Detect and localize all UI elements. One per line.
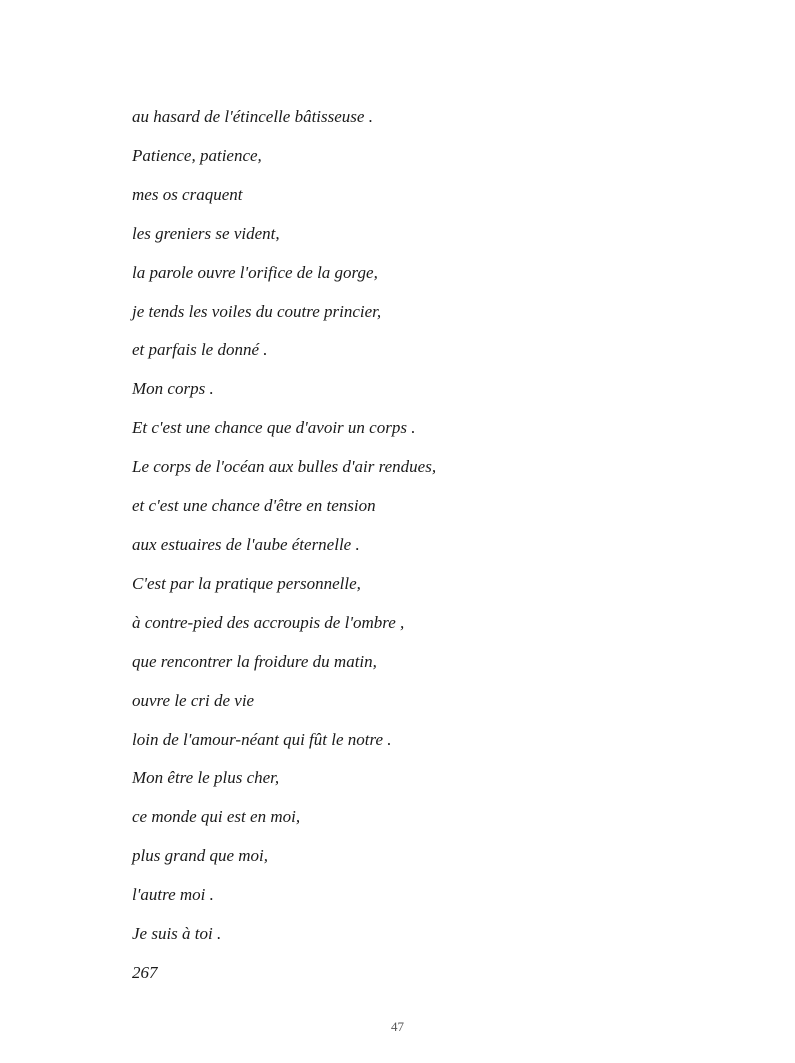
poem-line: plus grand que moi,	[132, 846, 268, 866]
page-number: 47	[391, 1019, 404, 1034]
poem-line: et parfais le donné .	[132, 340, 268, 360]
poem-line: Mon être le plus cher,	[132, 768, 280, 788]
poem-line: loin de l'amour-néant qui fût le notre .	[132, 729, 392, 749]
poem-line: ouvre le cri de vie	[132, 690, 255, 710]
poem-line: et c'est une chance d'être en tension	[132, 496, 376, 516]
poem-line: à contre-pied des accroupis de l'ombre ,	[132, 612, 405, 632]
poem-line: que rencontrer la froidure du matin,	[132, 651, 377, 671]
poem-number: 267	[132, 962, 158, 982]
poem-line: au hasard de l'étincelle bâtisseuse .	[132, 107, 373, 126]
poem-line: Et c'est une chance que d'avoir un corps .	[132, 418, 416, 438]
poem-line: les greniers se vident,	[132, 223, 280, 243]
poem-line: Patience, patience,	[132, 145, 262, 165]
poem-text	[132, 98, 436, 993]
poem-line: je tends les voiles du coutre princier,	[132, 301, 382, 321]
poem-line: l'autre moi .	[132, 885, 214, 905]
poem-line: Mon corps .	[132, 379, 214, 399]
poem-line: la parole ouvre l'orifice de la gorge,	[132, 262, 378, 282]
poem-line: mes os craquent	[132, 184, 243, 204]
poem-line: Le corps de l'océan aux bulles d'air rendues,	[132, 457, 437, 477]
poem-line: aux estuaires de l'aube éternelle .	[132, 534, 360, 554]
poem-line: ce monde qui est en moi,	[132, 807, 301, 827]
poem-line: C'est par la pratique personnelle,	[132, 573, 361, 593]
poem-line: Je suis à toi .	[132, 924, 222, 944]
